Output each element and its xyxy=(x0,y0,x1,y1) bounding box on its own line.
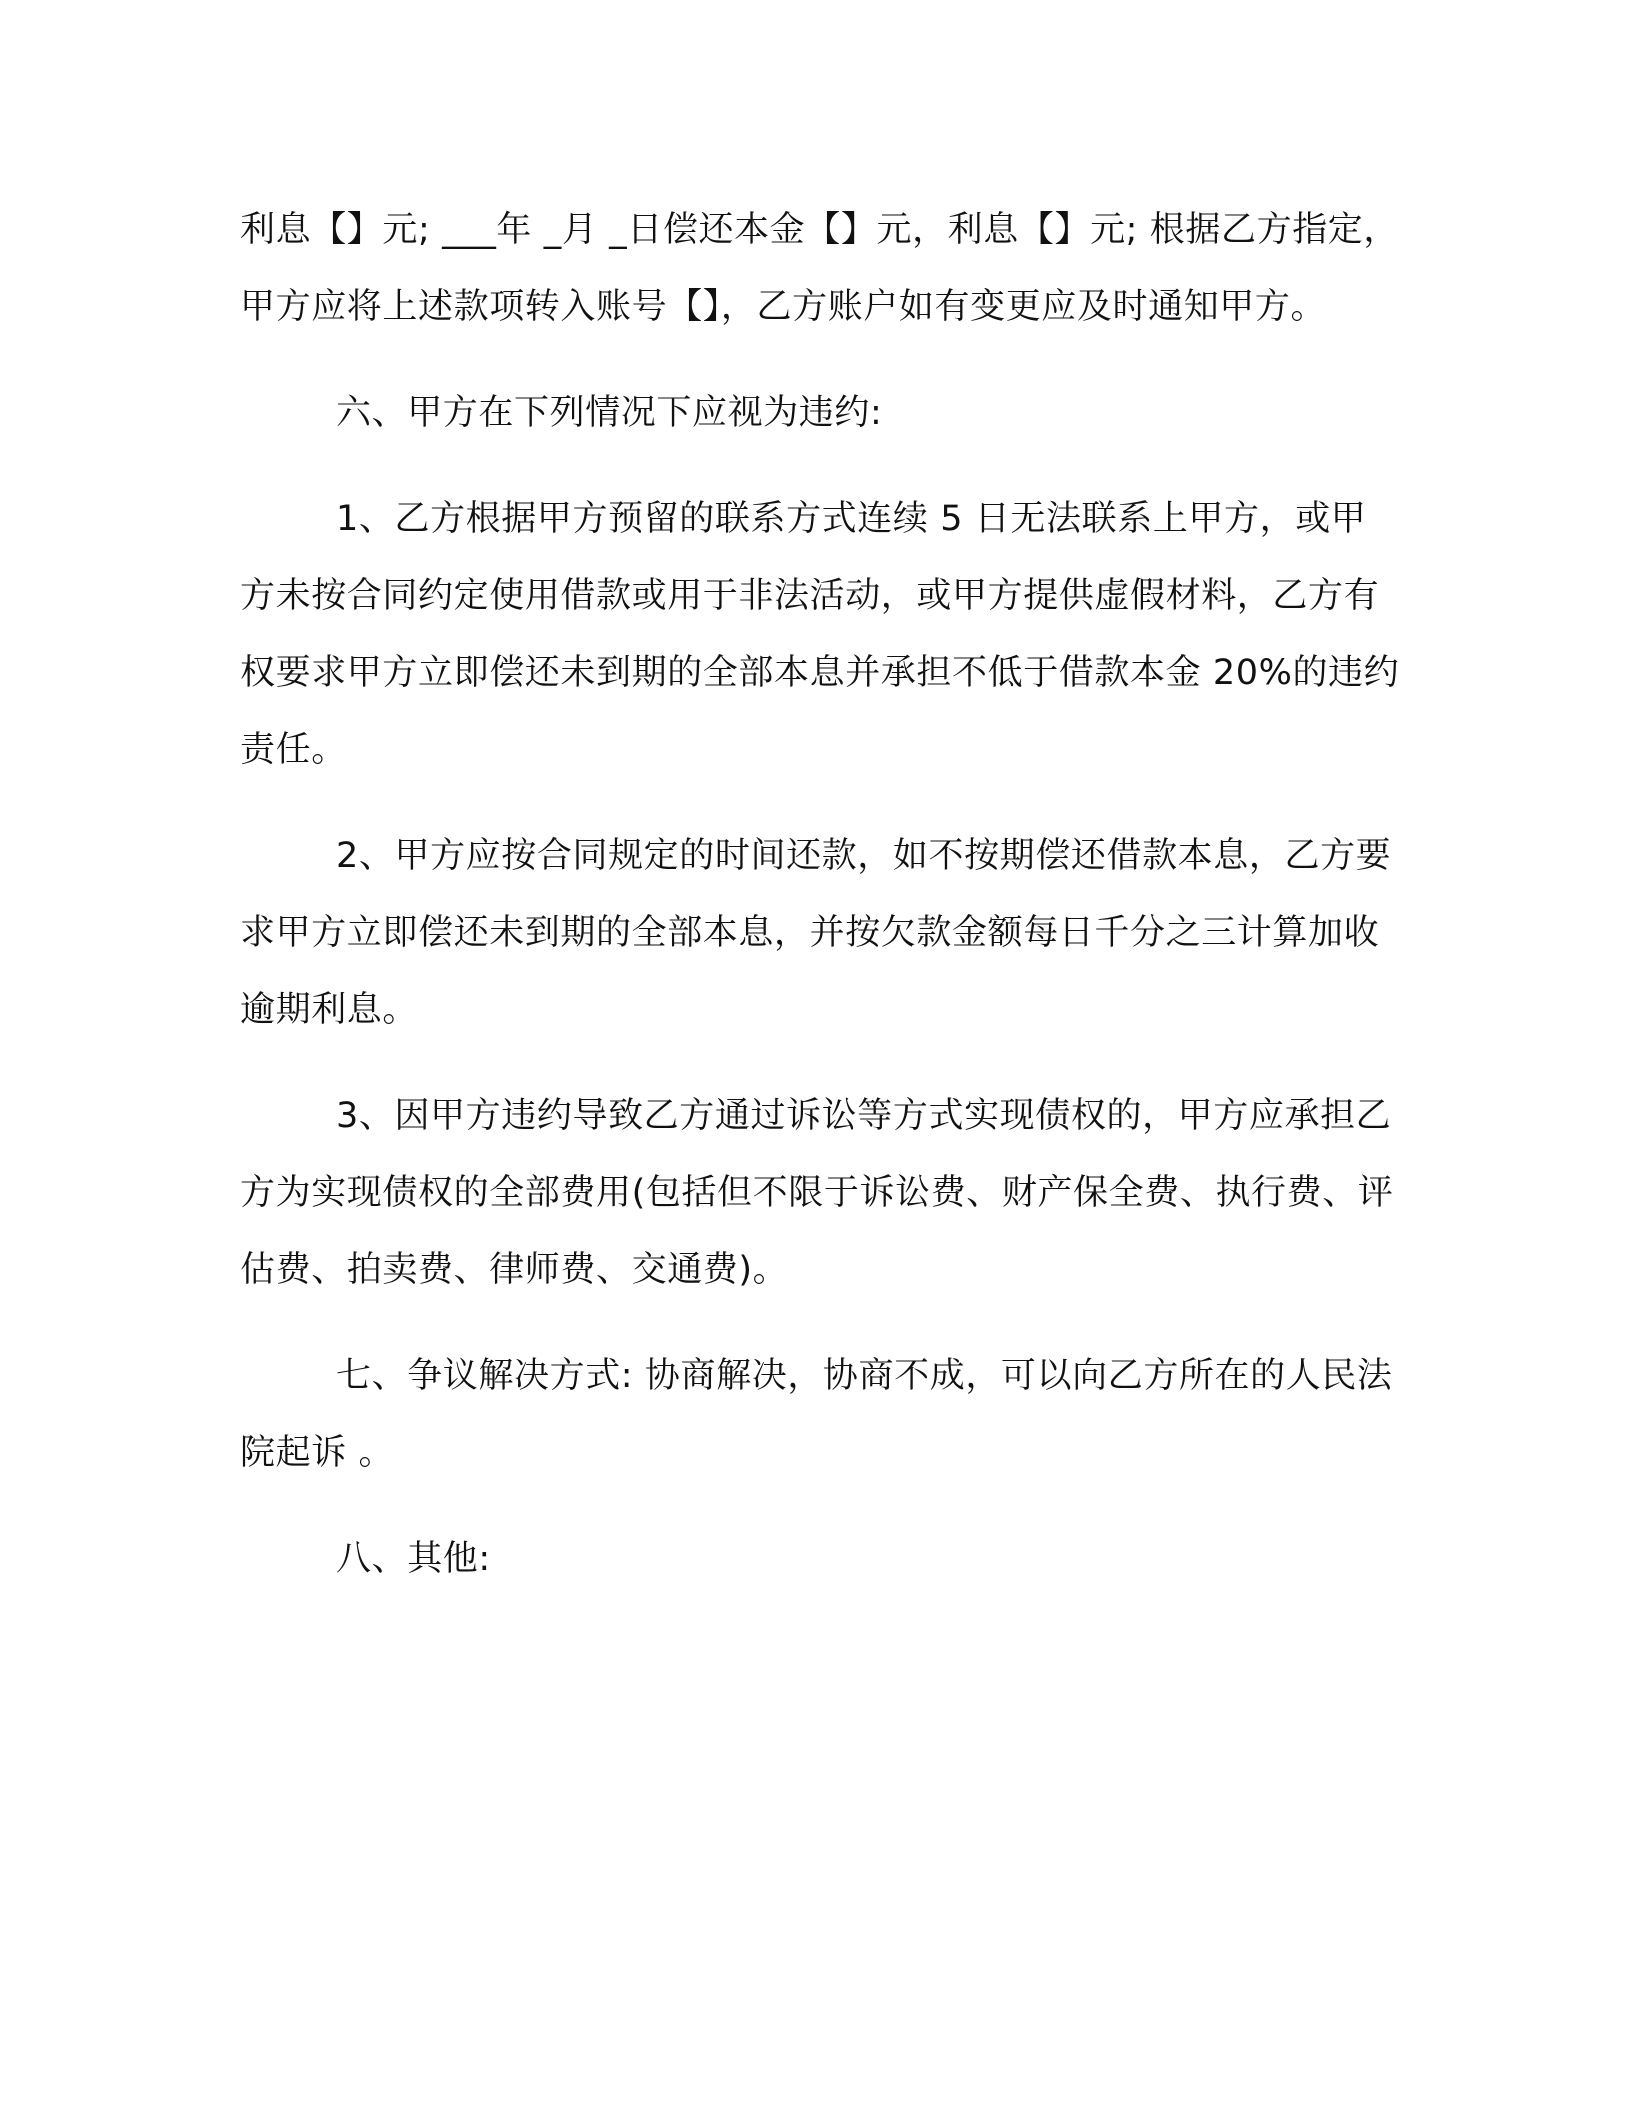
clause-3-enforcement-costs: 3、因甲方违约导致乙方通过诉讼等方式实现债权的，甲方应承担乙方为实现债权的全部费用(包括但不限于诉讼费、财产保全费、执行费、评估费、拍卖费、律师费、交通费)。 xyxy=(240,1096,1394,1290)
clause-2-late-repayment: 2、甲方应按合同规定的时间还款，如不按期偿还借款本息，乙方要求甲方立即偿还未到期的全部本息，并按欠款金额每日千分之三计算加收逾期利息。 xyxy=(240,836,1392,1030)
clause-1-default-conditions: 1、乙方根据甲方预留的联系方式连续 5 日无法联系上甲方，或甲方未按合同约定使用借款或用于非法活动，或甲方提供虚假材料，乙方有权要求甲方立即偿还未到期的全部本息并承担不低于借款本金 20%的违约责任。 xyxy=(240,499,1400,770)
document-body xyxy=(240,192,1400,1598)
paragraph-repayment-account: 利息【】元; ___年 _月 _日偿还本金【】元，利息【】元; 根据乙方指定，甲方应将上述款项转入账号【】，乙方账户如有变更应及时通知甲方。 xyxy=(240,210,1399,327)
heading-other: 八、其他: xyxy=(336,1539,491,1579)
heading-dispute-resolution: 七、争议解决方式: 协商解决，协商不成，可以向乙方所在的人民法院起诉 。 xyxy=(240,1356,1393,1473)
heading-breach-of-contract: 六、甲方在下列情况下应视为违约: xyxy=(336,393,883,433)
